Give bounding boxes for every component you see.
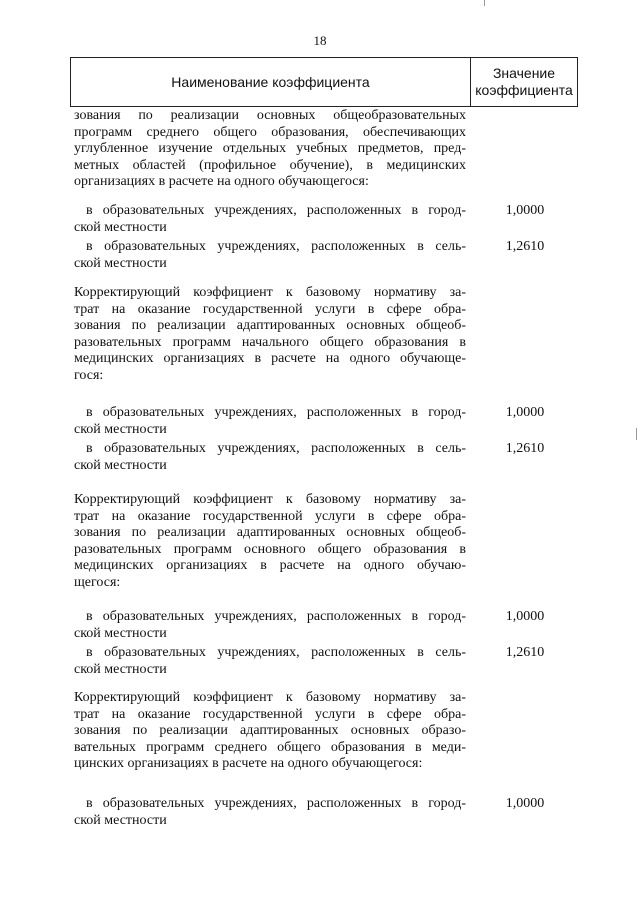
text-line: в образовательных учреждениях, расположенных в город- [86, 609, 466, 624]
text-line: трат на оказание государственной услуги в сфере обра- [74, 508, 466, 524]
coefficient-value: 1,0000 [505, 203, 545, 218]
page-number: 18 [313, 33, 327, 48]
text-line: медицинских организациях в расчете на одного обучающе- [74, 351, 466, 366]
text-line: в образовательных учреждениях, расположенных в город- [86, 405, 466, 420]
text-line: ской местности [74, 457, 167, 473]
coefficient-value: 1,2610 [505, 239, 545, 254]
text-line: разовательных программ основного общего образования в [74, 541, 466, 557]
table-header [70, 57, 578, 107]
coefficient-row-label [74, 441, 466, 474]
coefficient-value: 1,0000 [505, 405, 545, 420]
coefficient-description [74, 492, 466, 591]
text-line: в образовательных учреждениях, расположенных в сель- [86, 239, 466, 254]
coefficient-row-label [74, 239, 466, 272]
text-line: зования по реализации адаптированных основных общеоб- [74, 318, 466, 333]
scan-artifact-mark [636, 428, 637, 440]
text-line: ской местности [74, 625, 167, 641]
text-line: разовательных программ начального общего образования в [74, 334, 466, 350]
coefficient-value: 1,0000 [505, 796, 545, 811]
coefficient-description [74, 108, 466, 191]
coefficient-row-label [74, 203, 466, 236]
column-header-name: Наименование коэффициента [71, 58, 471, 106]
text-line: в образовательных учреждениях, расположенных в сель- [86, 645, 466, 660]
scan-artifact-mark [484, 0, 485, 6]
text-line: ской местности [74, 219, 167, 235]
text-line: ской местности [74, 421, 167, 437]
coefficient-description [74, 690, 466, 773]
coefficient-row-label [74, 645, 466, 678]
coefficient-row-label [74, 405, 466, 438]
text-line: щегося: [74, 574, 121, 590]
text-line: в образовательных учреждениях, расположенных в город- [86, 203, 466, 218]
text-line: Корректирующий коэффициент к базовому нормативу за- [74, 285, 466, 300]
coefficient-value: 1,0000 [505, 609, 545, 624]
coefficient-description [74, 285, 466, 384]
text-line: организациях в расчете на одного обучающегося: [74, 174, 369, 189]
text-line: ской местности [74, 661, 167, 677]
text-line: медицинских организациях в расчете на одного обучаю- [74, 558, 466, 573]
text-line: цинских организациях в расчете на одного обучающегося: [74, 756, 423, 771]
text-line: Корректирующий коэффициент к базовому нормативу за- [74, 690, 466, 705]
text-line: Корректирующий коэффициент к базовому нормативу за- [74, 492, 466, 507]
coefficient-value: 1,2610 [505, 441, 545, 456]
text-line: зования по реализации адаптированных основных образо- [74, 723, 466, 738]
text-line: в образовательных учреждениях, расположенных в город- [86, 796, 466, 811]
text-line: программ среднего общего образования, обеспечивающих [74, 124, 466, 140]
column-header-value-label: Значение коэффициента [475, 65, 573, 98]
coefficient-value: 1,2610 [505, 645, 545, 660]
text-line: ской местности [74, 255, 167, 271]
text-line: трат на оказание государственной услуги в сфере обра- [74, 706, 466, 722]
text-line: метных областей (профильное обучение), в медицинских [74, 157, 466, 173]
text-line: в образовательных учреждениях, расположенных в сель- [86, 441, 466, 456]
coefficient-row-label [74, 796, 466, 829]
text-line: гося: [74, 367, 104, 383]
text-line: ской местности [74, 812, 167, 828]
text-line: вательных программ среднего общего образования в меди- [74, 739, 466, 755]
coefficient-row-label [74, 609, 466, 642]
text-line: зования по реализации адаптированных основных общеоб- [74, 525, 466, 540]
text-line: зования по реализации основных общеобразовательных [74, 108, 466, 123]
column-header-value [471, 58, 577, 106]
text-line: трат на оказание государственной услуги в сфере обра- [74, 301, 466, 317]
text-line: углубленное изучение отдельных учебных предметов, пред- [74, 141, 466, 156]
